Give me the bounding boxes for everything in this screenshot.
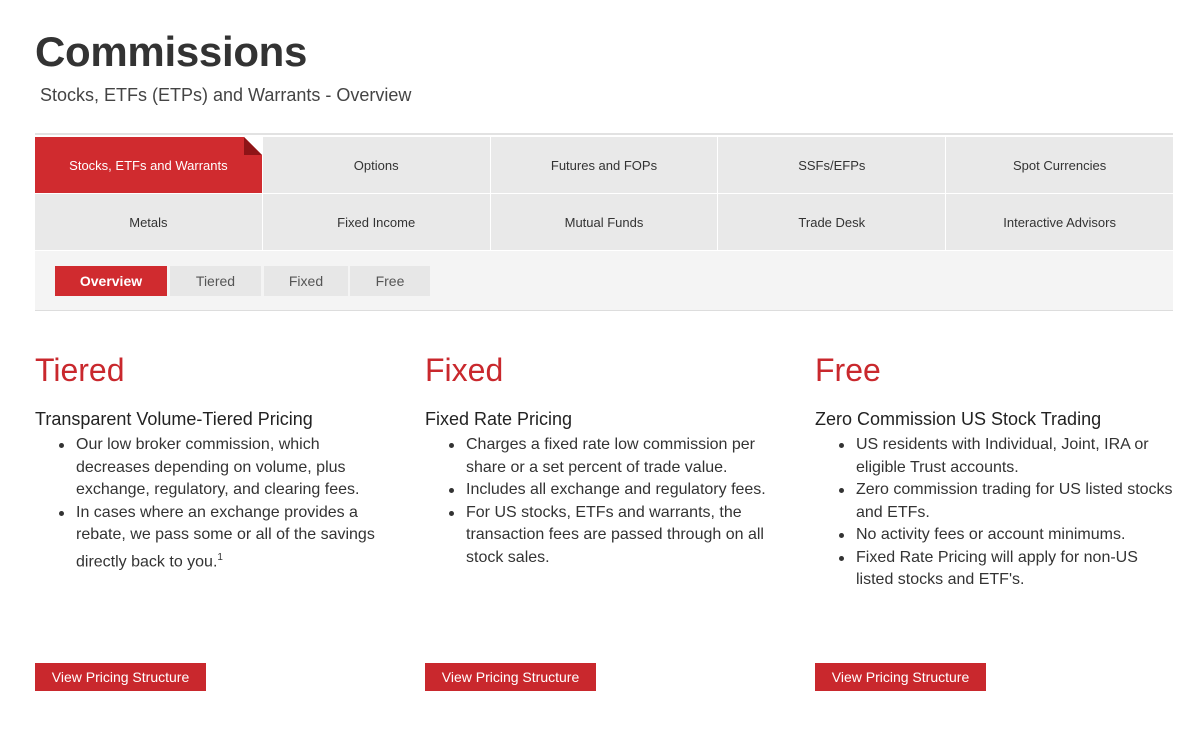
list-item: US residents with Individual, Joint, IRA or eligible Trust accounts. <box>856 434 1175 479</box>
list-item: For US stocks, ETFs and warrants, the transaction fees are passed through on all stock sales. <box>466 502 785 570</box>
divider <box>35 133 1173 135</box>
footnote-marker: 1 <box>217 551 223 563</box>
tiered-view-pricing-button[interactable]: View Pricing Structure <box>35 663 206 691</box>
free-heading: Free <box>815 352 881 388</box>
tiered-subheading: Transparent Volume-Tiered Pricing <box>35 409 313 429</box>
tab-metals[interactable]: Metals <box>35 194 262 250</box>
tab-mutual-funds[interactable]: Mutual Funds <box>491 194 718 250</box>
fixed-bullet-list <box>425 434 785 569</box>
list-item: Includes all exchange and regulatory fees. <box>466 479 785 502</box>
free-view-pricing-button[interactable]: View Pricing Structure <box>815 663 986 691</box>
tab-interactive-advisors[interactable]: Interactive Advisors <box>946 194 1173 250</box>
tab-ssfs-efps[interactable]: SSFs/EFPs <box>718 137 945 193</box>
fixed-view-pricing-button[interactable]: View Pricing Structure <box>425 663 596 691</box>
list-item: Fixed Rate Pricing will apply for non-US listed stocks and ETF's. <box>856 547 1175 592</box>
fixed-column <box>425 352 785 569</box>
page-title: Commissions <box>35 28 308 75</box>
subtab-overview[interactable]: Overview <box>55 266 167 296</box>
tab-trade-desk[interactable]: Trade Desk <box>718 194 945 250</box>
subtab-tiered[interactable]: Tiered <box>170 266 261 296</box>
sub-tab-bar <box>35 251 1173 311</box>
free-bullet-list <box>815 434 1175 592</box>
tab-options[interactable]: Options <box>263 137 490 193</box>
free-column <box>815 352 1175 592</box>
list-item: No activity fees or account minimums. <box>856 524 1175 547</box>
category-tab-grid <box>35 137 1173 250</box>
tiered-heading: Tiered <box>35 352 125 388</box>
tab-fixed-income[interactable]: Fixed Income <box>263 194 490 250</box>
list-item: Our low broker commission, which decreases depending on volume, plus exchange, regulatory, and clearing fees. <box>76 434 395 502</box>
subtab-free[interactable]: Free <box>350 266 430 296</box>
list-item: In cases where an exchange provides a rebate, we pass some or all of the savings directly back to you.$^1$ <box>76 502 395 574</box>
tiered-bullet-list <box>35 434 395 573</box>
list-item: Zero commission trading for US listed stocks and ETFs. <box>856 479 1175 524</box>
list-item: Charges a fixed rate low commission per share or a set percent of trade value. <box>466 434 785 479</box>
tab-spot-currencies[interactable]: Spot Currencies <box>946 137 1173 193</box>
subtab-fixed[interactable]: Fixed <box>264 266 348 296</box>
tiered-column <box>35 352 395 573</box>
page-subtitle: Stocks, ETFs (ETPs) and Warrants - Overview <box>40 85 412 105</box>
fixed-subheading: Fixed Rate Pricing <box>425 409 573 429</box>
tab-stocks-etfs-warrants[interactable]: Stocks, ETFs and Warrants <box>35 137 262 193</box>
fixed-heading: Fixed <box>425 352 504 388</box>
tab-futures-fops[interactable]: Futures and FOPs <box>491 137 718 193</box>
free-subheading: Zero Commission US Stock Trading <box>815 409 1102 429</box>
